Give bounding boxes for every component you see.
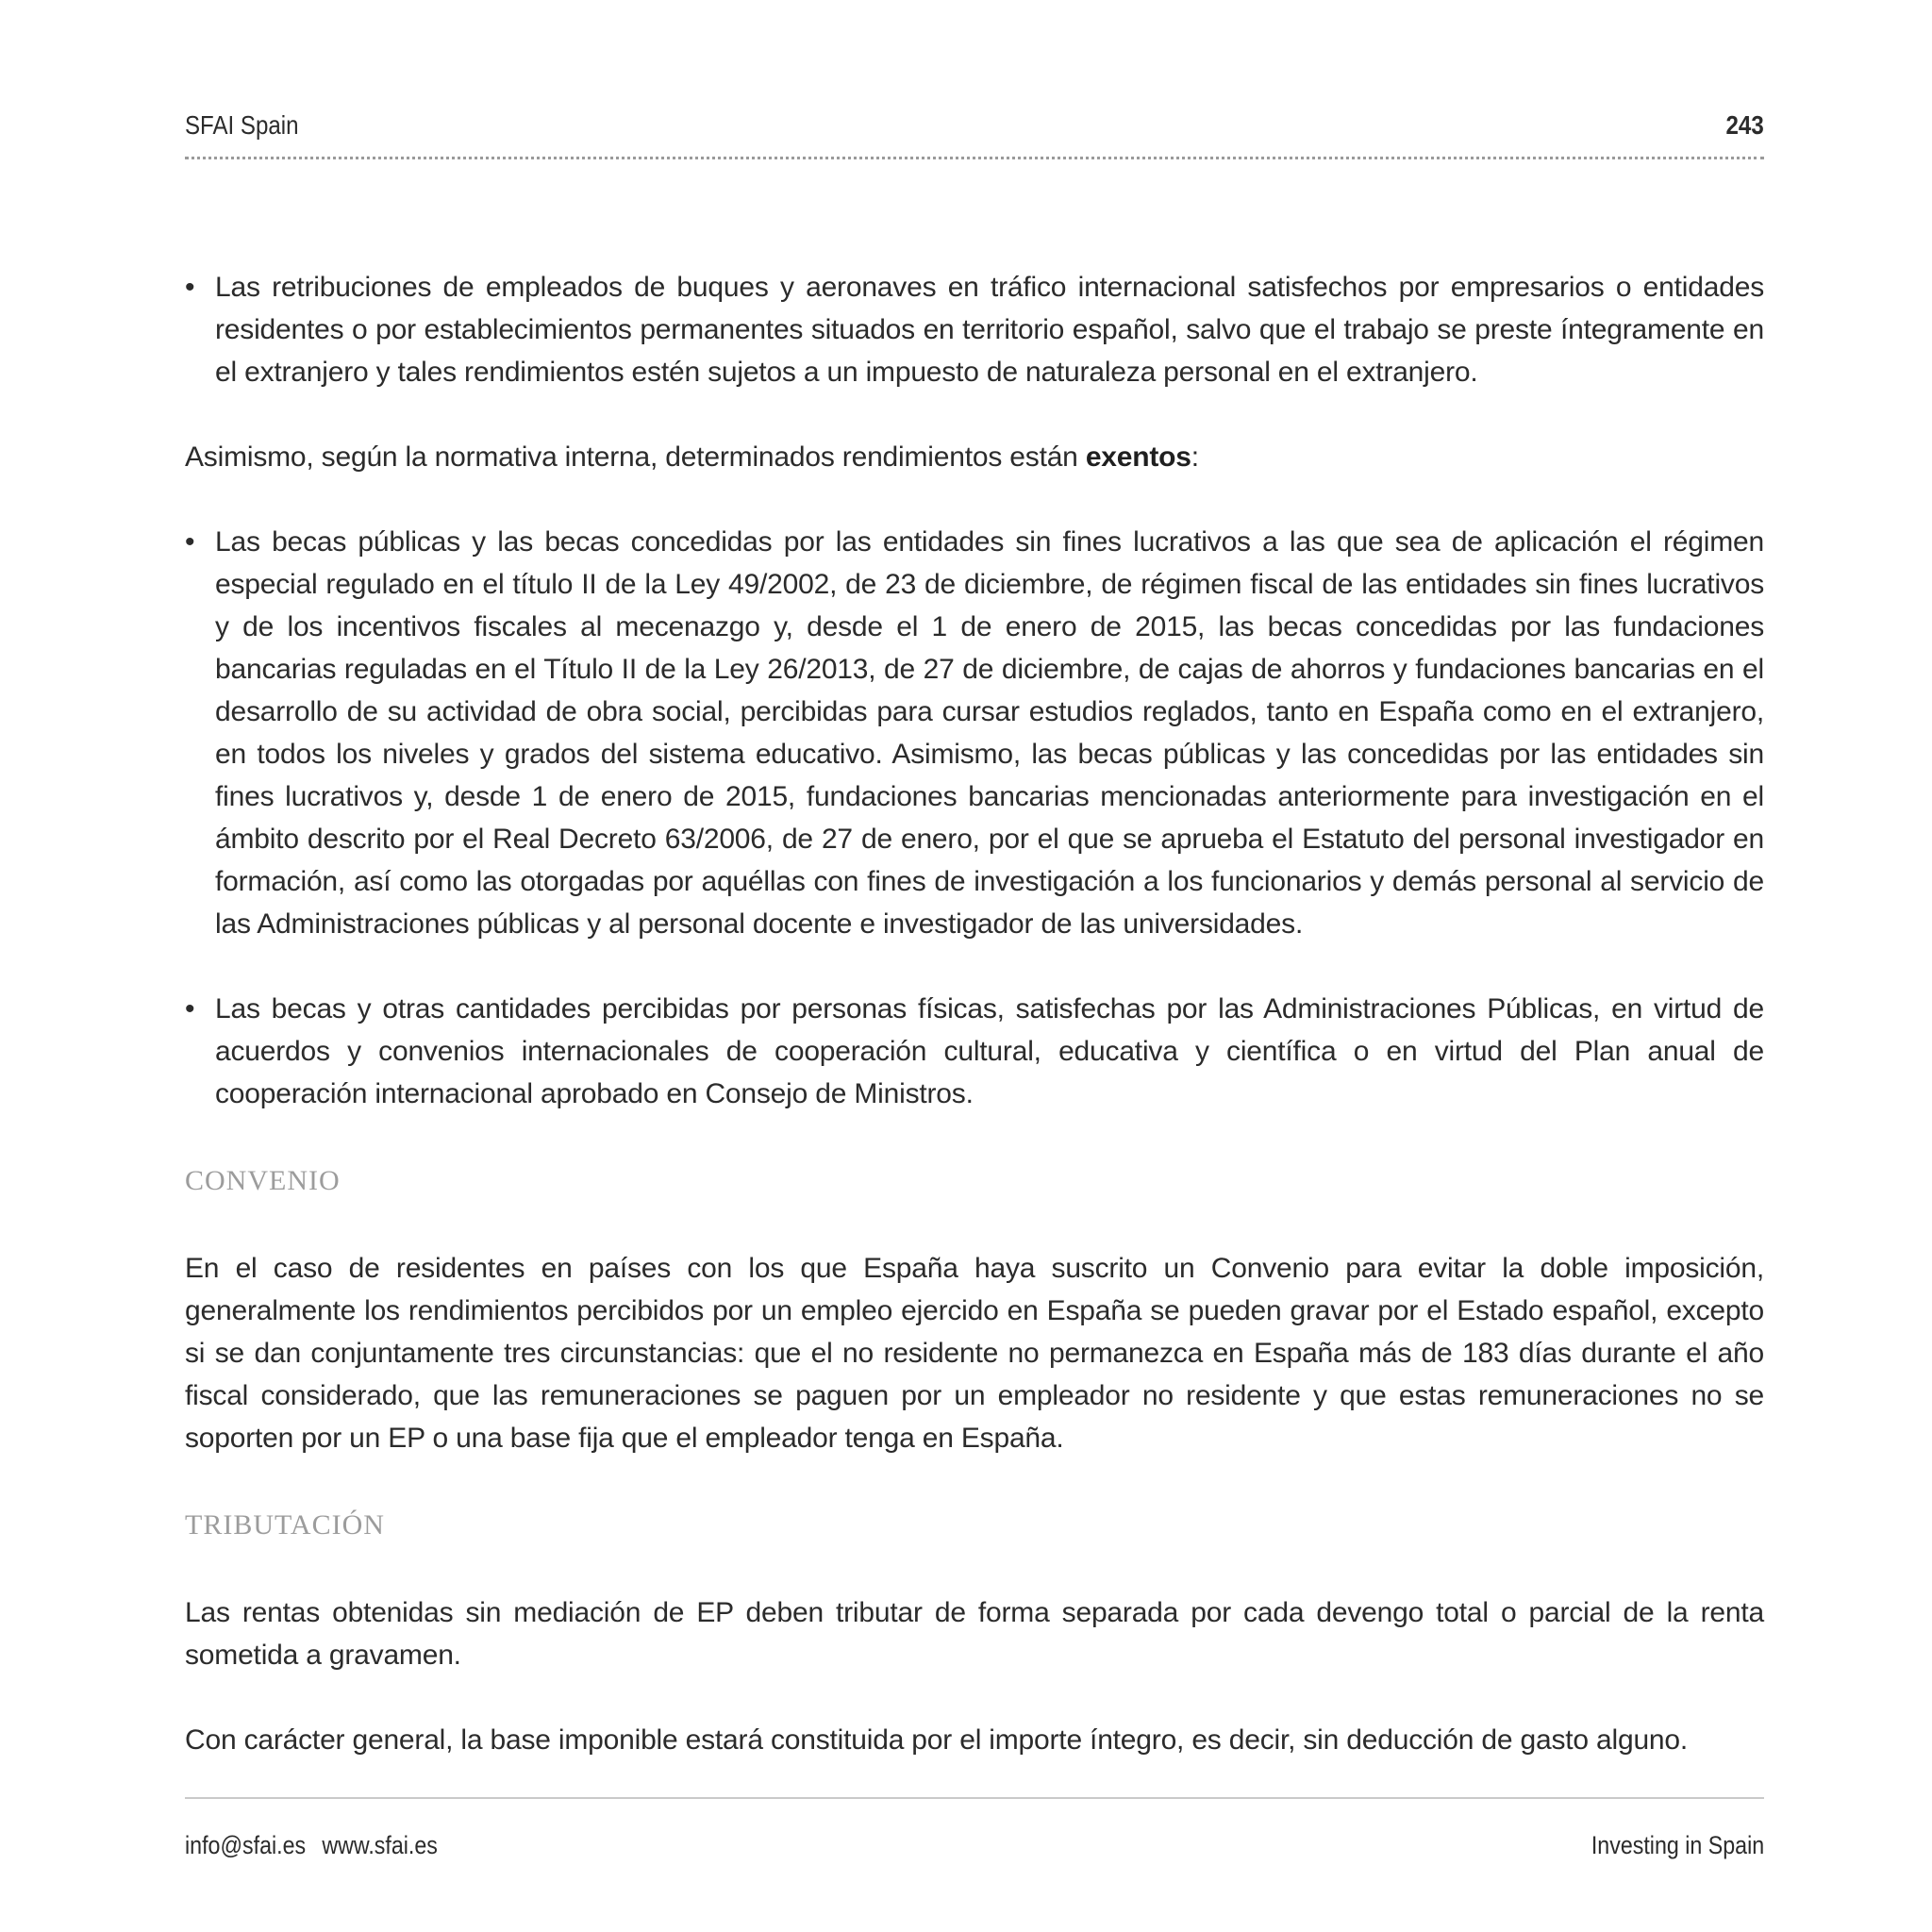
- spacer: [185, 1202, 1764, 1247]
- exentos-intro-text: Asimismo, según la normativa interna, determinados rendimientos están: [185, 441, 1086, 473]
- header-dotted-divider: [185, 157, 1764, 159]
- bullet-item-becas-publicas: • Las becas públicas y las becas concedidas por las entidades sin fines lucrativos a las que sea de aplicación el régimen especial regulado en el título II de la Ley 49/2002, de 23 de diciembre, de régimen fiscal de las entidades sin fines lucrativos y de los incentivos fiscales al mecenazgo y, desde el 1 de enero de 2015, las becas concedidas por las fundaciones bancarias reguladas en el Título II de la Ley 26/2013, de 27 de diciembre, de cajas de ahorros y fundaciones bancarias en el desarrollo de su actividad de obra social, percibidas para cursar estudios reglados, tanto en España como en el extranjero, en todos los niveles y grados del sistema educativo. Asimismo, las becas públicas y las concedidas por las entidades sin fines lucrativos y, desde 1 de enero de 2015, fundaciones bancarias mencionadas anteriormente para investigación en el ámbito descrito por el Real Decreto 63/2006, de 27 de enero, por el que se aprueba el Estatuto del personal investigador en formación, así como las otorgadas por aquéllas con fines de investigación a los funcionarios y demás personal al servicio de las Administraciones públicas y al personal docente e investigador de las universidades.: [185, 521, 1764, 945]
- section-heading-convenio: CONVENIO: [185, 1165, 341, 1196]
- bullet-item-becas-cooperacion: • Las becas y otras cantidades percibidas por personas físicas, satisfechas por las Administraciones Públicas, en virtud de acuerdos y convenios internacionales de cooperación cultural, educativa y científica o en virtud del Plan anual de cooperación internacional aprobado en Consejo de Ministros.: [185, 988, 1764, 1115]
- section-heading-tributacion: TRIBUTACIÓN: [185, 1509, 385, 1541]
- paragraph-convenio: En el caso de residentes en países con los que España haya suscrito un Convenio para evitar la doble imposición, generalmente los rendimientos percibidos por un empleo ejercido en España se pueden gravar por el Estado español, excepto si se dan conjuntamente tres circunstancias: que el no residente no permanezca en España más de 183 días durante el año fiscal considerado, que las remuneraciones se paguen por un empleador no residente y que estas remuneraciones no se soporten por un EP o una base fija que el empleador tenga en España.: [185, 1253, 1764, 1454]
- bullet-list-retribuciones: [185, 266, 1764, 393]
- exentos-bold-term: exentos: [1085, 441, 1191, 473]
- running-header: [185, 107, 1764, 144]
- spacer: [185, 1546, 1764, 1591]
- footer-publication-title: Investing in Spain: [1591, 1830, 1764, 1859]
- paragraph-tributacion-2: Con carácter general, la base imponible estará constituida por el importe íntegro, es decir, sin deducción de gasto alguno.: [185, 1724, 1689, 1756]
- header-title: SFAI Spain: [185, 110, 299, 140]
- spacer: [185, 1676, 1764, 1719]
- document-page: [185, 0, 1764, 1932]
- footer-divider: [185, 1797, 1764, 1799]
- paragraph-tributacion-1: Las rentas obtenidas sin mediación de EP deben tributar de forma separada por cada devengo total o parcial de la renta sometida a gravamen.: [185, 1597, 1764, 1671]
- bullet-item-retribuciones: • Las retribuciones de empleados de buques y aeronaves en tráfico internacional satisfechos por empresarios o entidades residentes o por establecimientos permanentes situados en territorio español, salvo que el trabajo se preste íntegramente en el extranjero y tales rendimientos estén sujetos a un impuesto de naturaleza personal en el extranjero.: [185, 266, 1764, 393]
- footer-website: www.sfai.es: [322, 1830, 438, 1859]
- paragraph-exentos-intro: [185, 436, 1764, 478]
- running-footer: [185, 1826, 1764, 1864]
- page-number: 243: [1725, 110, 1764, 140]
- spacer: [185, 478, 1764, 521]
- bullet-list-exentos: [185, 521, 1764, 1115]
- spacer: [185, 1115, 1764, 1159]
- footer-email: info@sfai.es: [185, 1830, 307, 1859]
- spacer: [185, 1459, 1764, 1504]
- spacer: [185, 945, 1764, 988]
- footer-contact: [185, 1831, 438, 1860]
- spacer: [185, 393, 1764, 436]
- body-text: [185, 266, 1764, 1761]
- exentos-intro-colon: :: [1191, 441, 1199, 473]
